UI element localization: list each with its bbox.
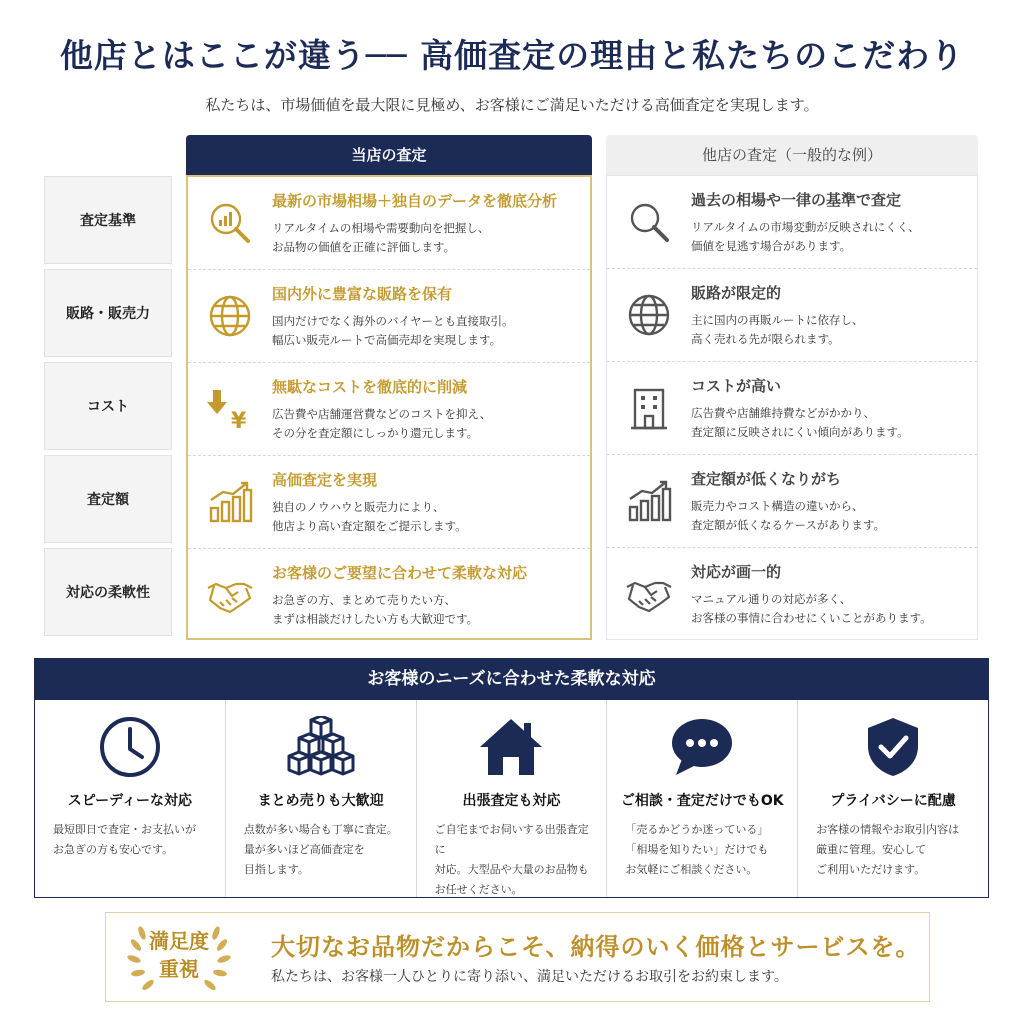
need-text: 「相場を知りたい」だけでも (625, 843, 769, 856)
need-title: プライバシーに配慮 (830, 793, 956, 809)
need-text: 点数が多い場合も丁寧に査定。 (243, 823, 398, 836)
page-subtitle: 私たちは、市場価値を最大限に見極め、お客様にご満足いただける高価査定を実現します。 (205, 96, 819, 114)
cell-title: 高価査定を実現 (272, 470, 378, 489)
our-column-header: 当店の査定 (186, 135, 592, 175)
other-cell-flexibility (607, 548, 977, 641)
need-text: お気軽にご相談ください。 (625, 863, 758, 876)
row-label: コスト (44, 362, 172, 450)
cell-title: 査定額が低くなりがち (691, 469, 842, 488)
cell-text: 査定額が低くなるケースがあります。 (691, 517, 886, 532)
cell-text: お客様の事情に合わせにくいことがあります。 (691, 611, 932, 625)
shield-check-icon (798, 714, 988, 780)
cell-text: 広告費や店舗運営費などのコストを抑え、 (272, 406, 492, 421)
satisfaction-banner (105, 912, 930, 1002)
need-text: お客様の情報やお取引内容は (816, 823, 960, 836)
need-text: お急ぎの方も安心です。 (53, 843, 174, 856)
need-title: スピーディーな対応 (67, 793, 193, 809)
cell-text: 販売力やコスト構造の違いから、 (691, 498, 864, 513)
need-text: お任せください。 (434, 883, 523, 896)
boxes-icon (226, 714, 416, 780)
cell-title: 無駄なコストを徹底的に削減 (272, 377, 468, 396)
cell-title: 対応が画一的 (691, 563, 782, 581)
globe-icon (188, 294, 272, 338)
our-cell-cost (188, 363, 590, 456)
need-item-consultation (606, 700, 797, 897)
our-appraisal-column (186, 175, 592, 640)
cell-text: 幅広い販売ルートで高価売却を実現します。 (272, 332, 502, 347)
needs-section (34, 700, 989, 898)
need-text: 量が多いほど高価査定を (243, 843, 365, 856)
cell-text: 広告費や店舗維持費などがかかり、 (691, 405, 875, 420)
handshake-icon (607, 577, 691, 613)
cell-text: お急ぎの方、まとめて売りたい方、 (272, 593, 456, 607)
cell-text: リアルタイムの相場や需要動向を把握し、 (272, 220, 490, 235)
chart-magnifier-icon (188, 200, 272, 246)
row-label: 販路・販売力 (44, 269, 172, 357)
growth-chart-icon (607, 479, 691, 523)
our-cell-channels (188, 270, 590, 363)
cost-down-yen-icon (188, 386, 272, 432)
globe-icon (607, 293, 691, 337)
cell-text: 主に国内の再販ルートに依存し、 (691, 312, 864, 327)
badge-line: 満足度 (149, 929, 209, 953)
building-icon (607, 386, 691, 430)
need-item-privacy (797, 700, 988, 897)
house-icon (417, 714, 607, 780)
need-text: 「売るかどうか迷っている」 (625, 823, 769, 836)
need-text: 対応。大型品や大量のお品物も (434, 863, 589, 876)
row-label: 査定基準 (44, 176, 172, 264)
cell-text: マニュアル通りの対応が多く、 (691, 592, 852, 606)
row-label: 査定額 (44, 455, 172, 543)
handshake-icon (188, 578, 272, 614)
cell-text: お品物の価値を正確に評価します。 (272, 239, 456, 254)
cell-text: 国内だけでなく海外のバイヤーとも直接取引。 (272, 313, 514, 328)
need-title: ご相談・査定だけでもOK (620, 793, 784, 809)
need-item-bulk (225, 700, 416, 897)
cell-text: 他店より高い査定額をご提示します。 (272, 518, 467, 533)
need-text: 目指します。 (243, 863, 309, 876)
page-title: 他店とはここが違う── 高価査定の理由と私たちのこだわり (59, 36, 965, 75)
need-text: 最短即日で査定・お支払いが (53, 823, 196, 836)
clock-icon (35, 714, 225, 780)
cell-text: 査定額に反映されにくい傾向があります。 (691, 424, 909, 439)
other-column-header: 他店の査定（一般的な例） (606, 135, 978, 175)
need-item-home-visit (416, 700, 607, 897)
cell-text: リアルタイムの市場変動が反映されにくく、 (691, 219, 920, 234)
our-cell-price (188, 456, 590, 549)
need-item-speed (35, 700, 225, 897)
cell-text: その分を査定額にしっかり還元します。 (272, 425, 479, 440)
need-text: ご自宅までお伺いする出張査定に (434, 823, 589, 856)
cell-title: 販路が限定的 (691, 283, 782, 302)
other-cell-price (607, 455, 977, 548)
row-labels (44, 176, 172, 641)
needs-section-title: お客様のニーズに合わせた柔軟な対応 (34, 658, 989, 700)
cell-text: 高く売れる先が限られます。 (691, 331, 840, 346)
banner-text: 私たちは、お客様一人ひとりに寄り添い、満足いただけるお取引をお約束します。 (271, 969, 788, 985)
need-title: 出張査定も対応 (462, 793, 561, 809)
cell-title: 過去の相場や一律の基準で査定 (691, 190, 902, 209)
our-cell-flexibility (188, 549, 590, 642)
cell-title: 最新の市場相場＋独自のデータを徹底分析 (272, 191, 558, 210)
need-title: まとめ売りも大歓迎 (257, 793, 384, 809)
svg-text:¥: ¥ (231, 409, 247, 432)
cell-title: 国内外に豊富な販路を保有 (272, 284, 453, 303)
cell-text: まずは相談だけしたい方も大歓迎です。 (272, 612, 479, 626)
cell-text: 独自のノウハウと販売力により、 (272, 499, 445, 514)
cell-title: コストが高い (691, 376, 782, 395)
other-cell-cost (607, 362, 977, 455)
other-cell-criteria (607, 176, 977, 269)
badge-line: 重視 (159, 957, 199, 981)
need-text: ご利用いただけます。 (816, 863, 926, 876)
other-cell-channels (607, 269, 977, 362)
cell-text: 価値を見逃す場合があります。 (691, 238, 852, 253)
row-label: 対応の柔軟性 (44, 548, 172, 636)
banner-title: 大切なお品物だからこそ、納得のいく価格とサービスを。 (271, 932, 921, 961)
chat-bubble-icon (607, 714, 797, 780)
magnifier-icon (607, 200, 691, 244)
our-cell-criteria (188, 177, 590, 270)
growth-chart-icon (188, 480, 272, 524)
cell-title: お客様のご要望に合わせて柔軟な対応 (272, 564, 528, 582)
other-appraisal-column (606, 175, 978, 640)
need-text: 厳重に管理。安心して (816, 843, 927, 856)
